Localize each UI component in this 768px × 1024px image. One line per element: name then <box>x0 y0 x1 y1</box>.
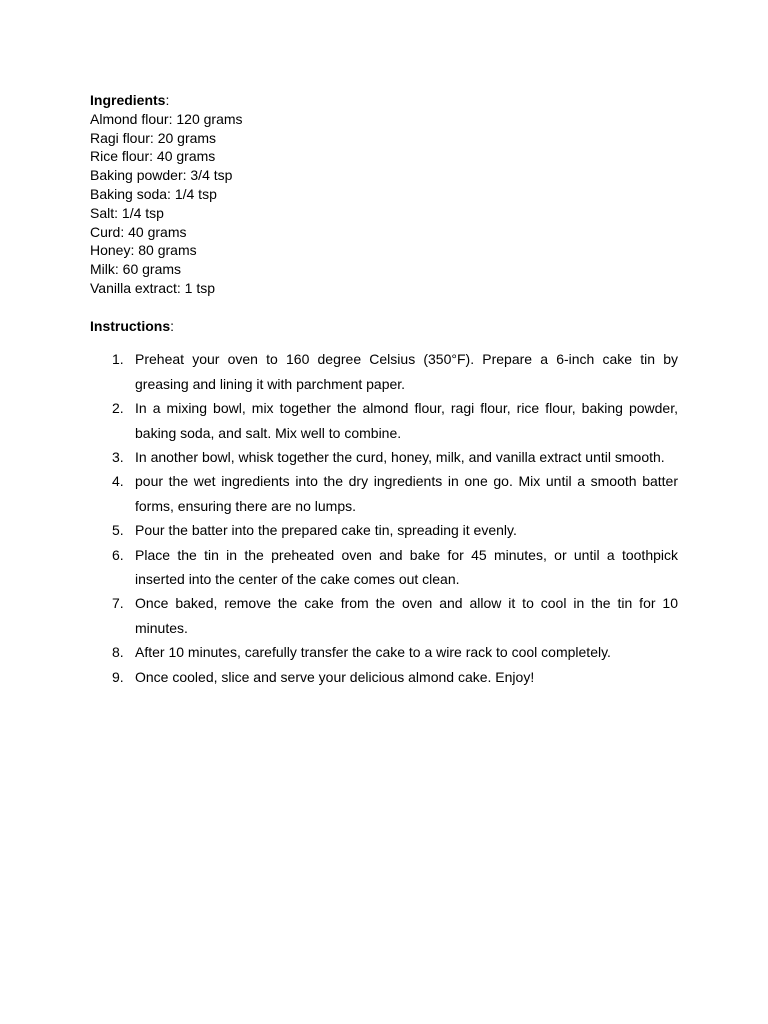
ingredient-item: Rice flour: 40 grams <box>90 148 216 165</box>
ingredients-heading <box>90 91 678 110</box>
ingredients-list <box>90 110 678 298</box>
step-text: Once cooled, slice and serve your delicious almond cake. Enjoy! <box>135 668 535 685</box>
ingredient-item: Salt: 1/4 tsp <box>90 204 164 221</box>
instruction-step <box>90 469 678 518</box>
step-number: 3. <box>112 448 124 465</box>
ingredient-item: Honey: 80 grams <box>90 242 197 259</box>
step-number: 9. <box>112 668 124 685</box>
ingredient-item: Milk: 60 grams <box>90 261 182 278</box>
step-text: pour the wet ingredients into the dry ingredients in one go. Mix until a smooth batter forms, ensuring there are no lumps. <box>135 473 678 514</box>
instruction-step <box>90 640 678 664</box>
step-number: 6. <box>112 546 124 563</box>
ingredients-heading-colon: : <box>165 92 170 108</box>
ingredient-item: Almond flour: 120 grams <box>90 110 243 127</box>
section-gap <box>90 298 678 317</box>
ingredient-item: Baking powder: 3/4 tsp <box>90 167 233 184</box>
instruction-step <box>90 396 678 445</box>
step-number: 5. <box>112 522 124 539</box>
step-text: Place the tin in the preheated oven and bake for 45 minutes, or until a toothpick inserted into the center of the cake comes out clean. <box>135 546 678 588</box>
instructions-heading-colon: : <box>170 317 175 334</box>
document-page <box>90 91 678 689</box>
ingredient-item: Ragi flour: 20 grams <box>90 129 217 146</box>
instruction-step <box>90 518 678 542</box>
ingredient-item: Baking soda: 1/4 tsp <box>90 185 217 202</box>
ingredient-item: Vanilla extract: 1 tsp <box>90 279 216 296</box>
ingredients-heading-label: Ingredients <box>90 92 166 108</box>
instruction-step <box>90 347 678 396</box>
instruction-step <box>90 543 678 592</box>
step-number: 8. <box>112 644 124 661</box>
instruction-step <box>90 445 678 469</box>
step-text: After 10 minutes, carefully transfer the cake to a wire rack to cool completely. <box>135 644 611 661</box>
step-text: Once baked, remove the cake from the oven and allow it to cool in the tin for 10 minutes. <box>135 595 678 636</box>
step-number: 7. <box>112 595 124 612</box>
step-text: Pour the batter into the prepared cake tin, spreading it evenly. <box>135 522 517 539</box>
step-text: In another bowl, whisk together the curd, honey, milk, and vanilla extract until smooth. <box>135 448 665 465</box>
step-text: Preheat your oven to 160 degree Celsius (350°F). Prepare a 6-inch cake tin by greasing and lining it with parchment paper. <box>135 351 678 392</box>
ingredient-item: Curd: 40 grams <box>90 223 187 240</box>
step-text: In a mixing bowl, mix together the almond flour, ragi flour, rice flour, baking powder, baking soda, and salt. Mix well to combine. <box>135 400 678 441</box>
instructions-heading-label: Instructions <box>90 317 171 334</box>
step-number: 1. <box>112 351 124 368</box>
step-number: 2. <box>112 400 124 417</box>
instruction-step <box>90 591 678 640</box>
step-number: 4. <box>112 473 124 490</box>
instructions-list <box>90 347 678 689</box>
instructions-heading <box>90 317 678 336</box>
instruction-step <box>90 665 678 689</box>
